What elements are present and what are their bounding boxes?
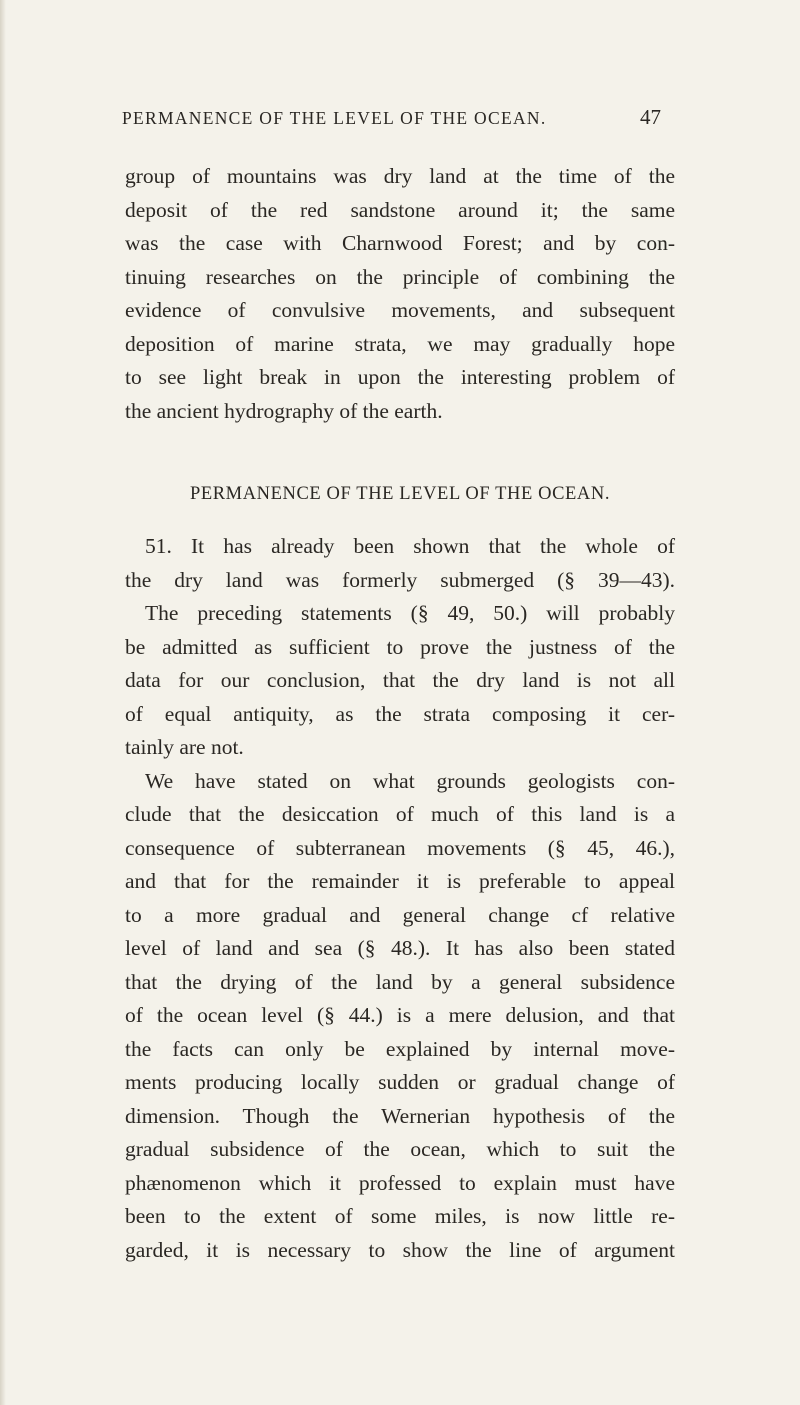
text-line: to a more gradual and general change cf relative xyxy=(125,902,675,927)
text-line: the dry land was formerly submerged (§ 39—43). xyxy=(125,567,675,592)
text-line: dimension. Though the Wernerian hypothesis of the xyxy=(125,1103,675,1128)
text-line: deposition of marine strata, we may gradually hope xyxy=(125,331,675,356)
paragraph-51 xyxy=(125,530,675,765)
text-line: level of land and sea (§ 48.). It has also been stated xyxy=(125,936,675,960)
text-line: phænomenon which it professed to explain must have xyxy=(125,1170,675,1195)
text-line: ments producing locally sudden or gradual change of xyxy=(125,1070,675,1094)
text-line: be admitted as sufficient to prove the justness of the xyxy=(125,634,675,659)
text-line: and that for the remainder it is preferable to appeal xyxy=(125,869,675,893)
running-head xyxy=(0,105,800,138)
text-line: tinuing researches on the principle of combining the xyxy=(125,264,675,289)
text-line: clude that the desiccation of much of this land is a xyxy=(125,802,675,826)
text-line: consequence of subterranean movements (§ 45, 46.), xyxy=(125,835,675,860)
text-line: of equal antiquity, as the strata composing it cer- xyxy=(125,701,675,726)
section-body xyxy=(125,530,675,1267)
text-line: deposit of the red sandstone around it; the same xyxy=(125,197,675,222)
text-line: was the case with Charnwood Forest; and by con- xyxy=(125,231,675,255)
paragraph-subsequent xyxy=(125,765,675,1268)
text-line: that the drying of the land by a general subsidence xyxy=(125,969,675,994)
running-head-title: PERMANENCE OF THE LEVEL OF THE OCEAN. xyxy=(122,108,547,128)
text-line: data for our conclusion, that the dry land is not all xyxy=(125,668,675,692)
text-line: The preceding statements (§ 49, 50.) will probably xyxy=(145,601,675,625)
text-line: tainly are not. xyxy=(125,735,244,759)
text-line: of the ocean level (§ 44.) is a mere delusion, and that xyxy=(125,1003,675,1027)
text-line: gradual subsidence of the ocean, which to suit the xyxy=(125,1137,675,1161)
text-line: the ancient hydrography of the earth. xyxy=(125,398,443,423)
text-line: garded, it is necessary to show the line of argument xyxy=(125,1237,675,1262)
page-gutter-shadow xyxy=(0,0,6,1405)
text-line: the facts can only be explained by internal move- xyxy=(125,1036,675,1061)
text-line: been to the extent of some miles, is now little re- xyxy=(125,1204,675,1228)
text-line: group of mountains was dry land at the time of the xyxy=(125,164,675,188)
text-line: 51. It has already been shown that the whole of xyxy=(145,534,675,558)
text-line: to see light break in upon the interesting problem of xyxy=(125,365,675,389)
text-line: We have stated on what grounds geologists con- xyxy=(145,768,675,793)
page-number: 47 xyxy=(640,105,661,129)
paragraph-continued xyxy=(125,160,675,428)
section-heading: PERMANENCE OF THE LEVEL OF THE OCEAN. xyxy=(189,484,611,504)
text-line: evidence of convulsive movements, and subsequent xyxy=(125,298,675,322)
